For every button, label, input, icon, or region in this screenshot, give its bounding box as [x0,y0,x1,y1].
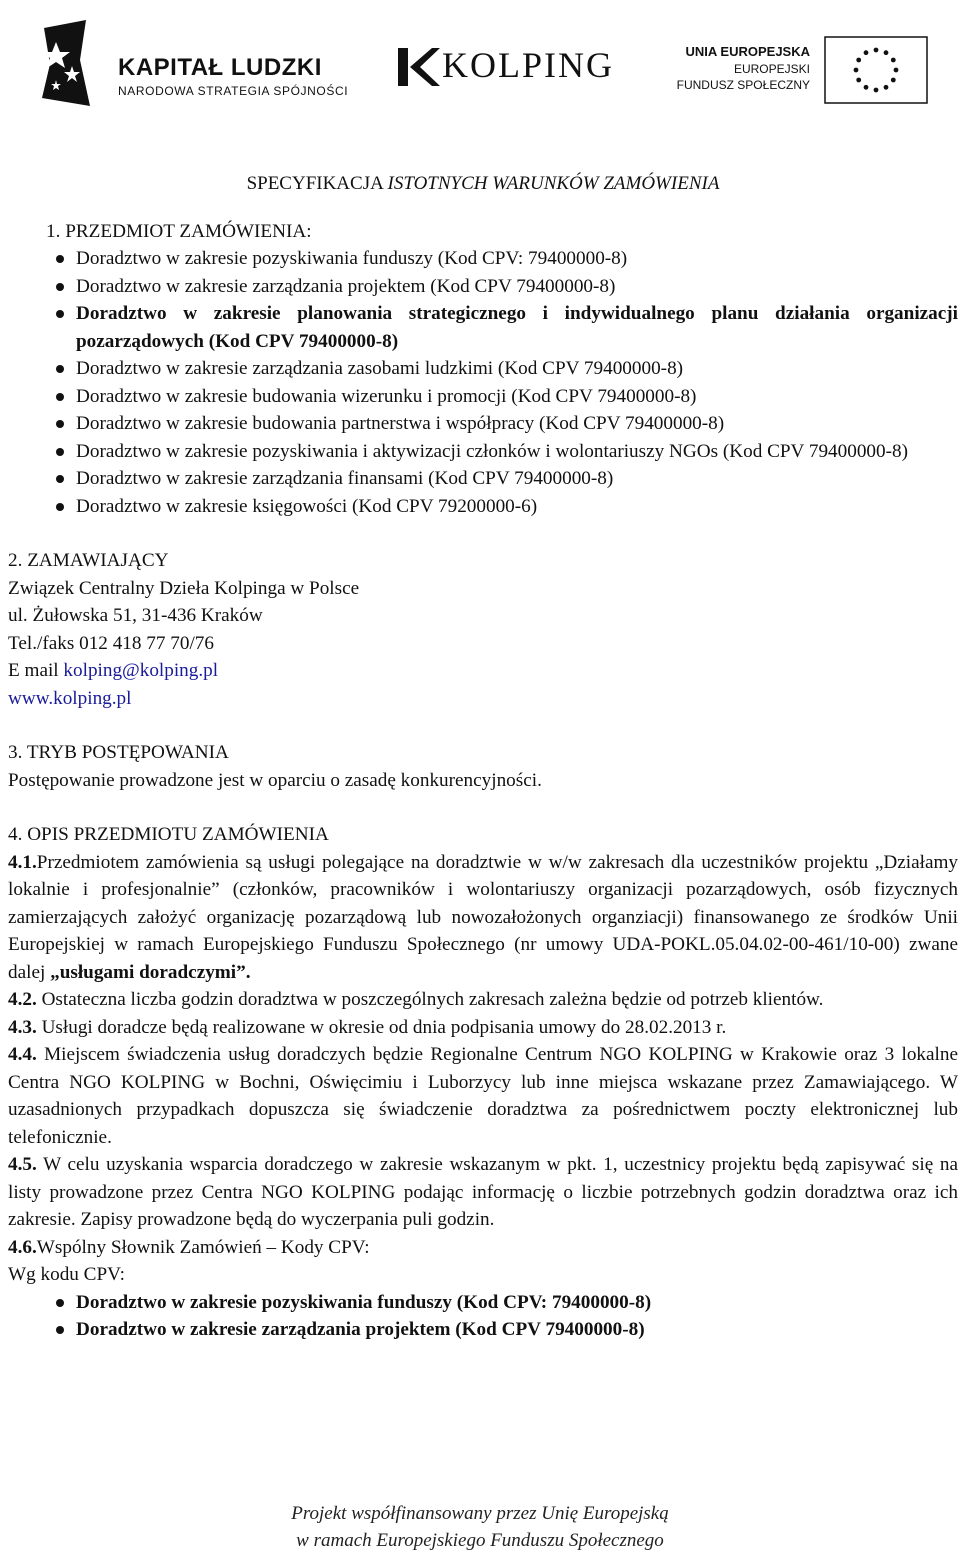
list-item: Doradztwo w zakresie zarządzania projektem (Kod CPV 79400000-8) [54,273,958,301]
section-3-text: Postępowanie prowadzone jest w oparciu o zasadę konkurencyjności. [8,769,542,791]
title-normal-part: SPECYFIKACJA [246,173,388,194]
footer-line-1: Projekt współfinansowany przez Unię Europejską [291,1503,669,1524]
orderer-address: ul. Żułowska 51, 31-436 Kraków [8,605,263,626]
kapital-ludzki-title: KAPITAŁ LUDZKI [118,54,322,81]
orderer-email-row [8,657,958,685]
num-4-2: 4.2. [8,989,37,1010]
kolping-logo [396,40,636,90]
text-4-3: Usługi doradcze będą realizowane w okresie od dnia podpisania umowy do 28.02.2013 r. [36,1016,727,1038]
text-4-4: Miejscem świadczenia usług doradczych będzie Regionalne Centrum NGO KOLPING w Krakowie oraz 3 lokalne Centra NGO KOLPING w Bochni, Oświęcimiu i Luborzycy lub inne miejsca wskazane przez Zamawiającego. W uzasadnionych przypadkach dopuszcza się świadczenie doradztwa za pośrednictwem poczty elektronicznej lub telefonicznie. [8,1044,958,1148]
text-4-5: W celu uzyskania wsparcia doradczego w zakresie wskazanym w pkt. 1, uczestnicy projektu będą zapisywać się na listy prowadzone przez Centra NGO KOLPING podając informację o liczbie potrzebnych godzin doradztwa oraz ich zakresie. Zapisy prowadzone będą do wyczerpania puli godzin. [8,1154,958,1230]
email-label: E mail [8,660,64,681]
eu-logo-line2: EUROPEJSKI [733,62,810,76]
footer-line-2: w ramach Europejskiego Funduszu Społecznego [296,1530,664,1551]
kapital-ludzki-subtitle: NARODOWA STRATEGIA SPÓJNOŚCI [118,84,349,98]
list-item: Doradztwo w zakresie pozyskiwania i aktywizacji członków i wolontariuszy NGOs (Kod CPV 79400000-8) [54,438,958,466]
page-header [0,0,960,130]
list-item: Doradztwo w zakresie księgowości (Kod CPV 79200000-6) [54,493,958,521]
section-3-heading: 3. TRYB POSTĘPOWANIA [8,742,229,763]
list-item: Doradztwo w zakresie planowania strategicznego i indywidualnego planu działania organizacji pozarządowych (Kod CPV 79400000-8) [54,300,958,355]
num-4-1: 4.1. [8,851,37,873]
paragraph-4-5 [8,1151,958,1234]
orderer-phone: Tel./faks 012 418 77 70/76 [8,632,214,654]
paragraph-4-6 [8,1234,958,1262]
cpv-list [8,1289,958,1344]
list-item: Doradztwo w zakresie zarządzania projektem (Kod CPV 79400000-8) [54,1316,958,1344]
list-item: Doradztwo w zakresie pozyskiwania funduszy (Kod CPV: 79400000-8) [54,245,958,273]
section-1 [8,218,958,521]
num-4-4: 4.4. [8,1044,37,1065]
section-4-heading: 4. OPIS PRZEDMIOTU ZAMÓWIENIA [8,824,329,845]
section-1-list [8,245,958,520]
kapital-ludzki-logo [34,14,349,114]
paragraph-4-1 [8,849,958,987]
orderer-name: Związek Centralny Dzieła Kolpinga w Polsce [8,577,360,599]
text-4-6: Wspólny Słownik Zamówień – Kody CPV: [36,1236,370,1258]
cpv-label: Wg kodu CPV: [8,1264,125,1285]
eu-flag-icon [824,36,928,104]
list-item: Doradztwo w zakresie budowania partnerstwa i współpracy (Kod CPV 79400000-8) [54,410,958,438]
page-title [8,170,958,198]
section-4 [8,821,958,1344]
eu-logo-line3: FUNDUSZ SPOŁECZNY [676,78,810,92]
list-item: Doradztwo w zakresie zarządzania finansami (Kod CPV 79400000-8) [54,465,958,493]
kapital-ludzki-emblem-icon [34,20,94,110]
paragraph-4-4 [8,1041,958,1151]
num-4-5: 4.5. [8,1154,37,1175]
text-4-2: Ostateczna liczba godzin doradztwa w poszczególnych zakresach zależna będzie od potrzeb klientów. [36,989,824,1010]
section-3 [8,739,958,794]
kolping-k-mark-icon [396,46,442,90]
bold-4-1: „usługami doradczymi”. [50,961,251,983]
kolping-wordmark: KOLPING [442,45,614,85]
text-4-1: Przedmiotem zamówienia są usługi polegające na doradztwie w w/w zakresach dla uczestników projektu „Działamy lokalnie i profesjonalnie” (członków, pracowników i wolontariuszy organizacji pozarządowych, osób fizycznych zamierzających założyć organizację pozarządową lub nowozałożonych organziacji) finansowanego ze środków Unii Europejskiej w ramach Europejskiego Funduszu Społecznego (nr umowy UDA-POKL.05.04.02-00-461/10-00) zwane dalej [8,851,958,983]
num-4-6: 4.6. [8,1236,37,1258]
eu-logo [676,36,928,106]
website-link[interactable]: www.kolping.pl [8,687,132,709]
section-2 [8,547,958,712]
document-body [8,170,958,1344]
email-link[interactable]: kolping@kolping.pl [63,660,219,681]
page-footer [0,1500,960,1554]
paragraph-4-3 [8,1014,958,1042]
list-item: Doradztwo w zakresie pozyskiwania funduszy (Kod CPV: 79400000-8) [54,1289,958,1317]
eu-logo-line1: UNIA EUROPEJSKA [685,44,810,59]
paragraph-4-2 [8,986,958,1014]
list-item: Doradztwo w zakresie zarządzania zasobami ludzkimi (Kod CPV 79400000-8) [54,355,958,383]
list-item: Doradztwo w zakresie budowania wizerunku i promocji (Kod CPV 79400000-8) [54,383,958,411]
section-2-heading: 2. ZAMAWIAJĄCY [8,550,169,571]
num-4-3: 4.3. [8,1016,37,1038]
title-italic-part: ISTOTNYCH WARUNKÓW ZAMÓWIENIA [387,173,720,194]
section-1-heading: 1. PRZEDMIOT ZAMÓWIENIA: [46,220,312,242]
